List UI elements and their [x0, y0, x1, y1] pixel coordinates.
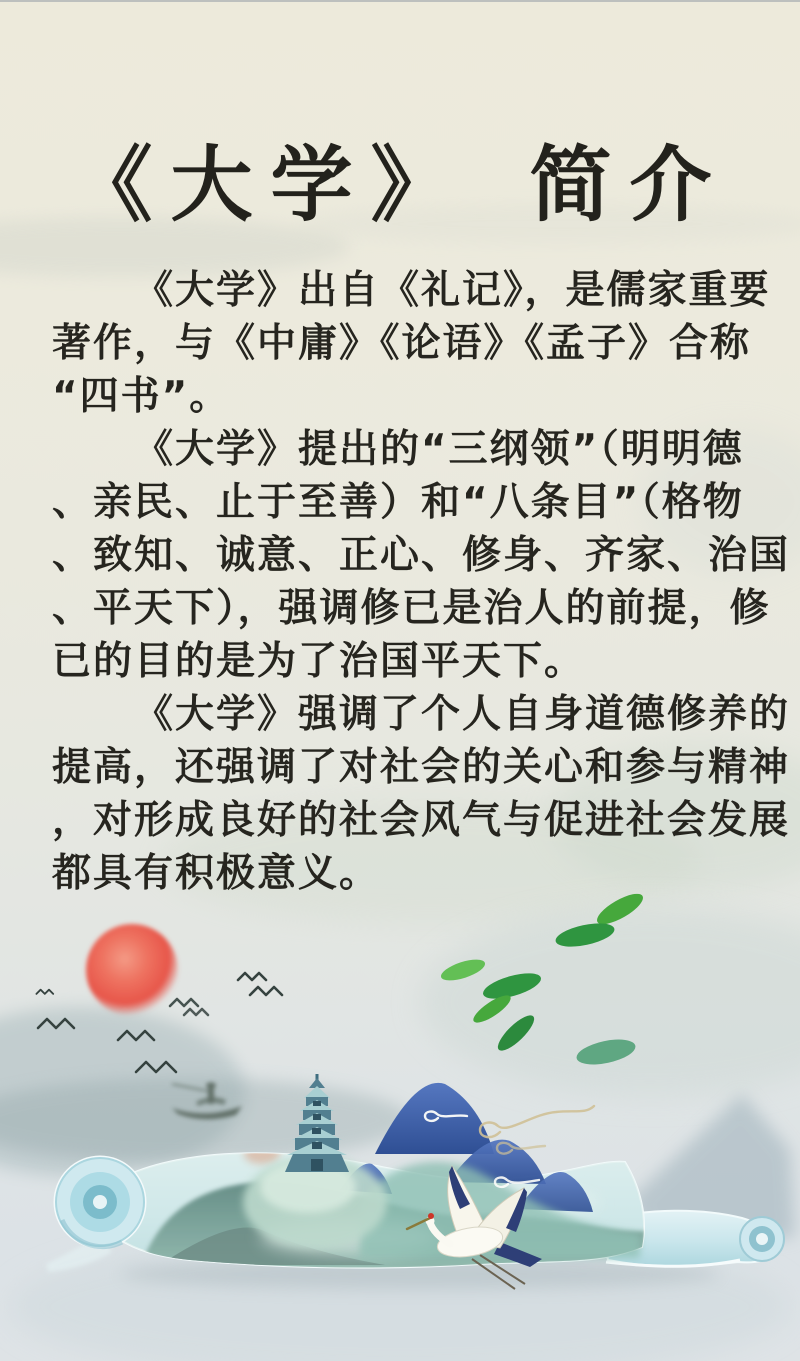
article-body — [52, 264, 791, 900]
text-line: 已的目的是为了治国平天下。 — [52, 639, 586, 684]
text-line: 、亲民、止于至善）和“八条目”（格物 — [52, 480, 744, 525]
text-line: 著作，与《中庸》《论语》《孟子》合称 — [52, 321, 752, 366]
text-layer — [0, 2, 800, 1361]
text-line: 、致知、诚意、正心、修身、齐家、治国 — [52, 533, 791, 578]
text-line: 《大学》提出的“三纲领”（明明德 — [134, 427, 744, 472]
text-line: “四书”。 — [52, 374, 231, 419]
text-line: 《大学》强调了个人自身道德修养的 — [134, 692, 791, 737]
text-line: 、平天下），强调修已是治人的前提，修 — [52, 586, 771, 631]
text-line: 都具有积极意义。 — [52, 851, 381, 896]
text-line: ，对形成良好的社会风气与促进社会发展 — [52, 798, 791, 843]
text-line: 《大学》出自《礼记》，是儒家重要 — [134, 268, 771, 313]
text-line: 提高，还强调了对社会的关心和参与精神 — [52, 745, 791, 790]
page-title: 《大学》 简介 — [70, 138, 730, 233]
